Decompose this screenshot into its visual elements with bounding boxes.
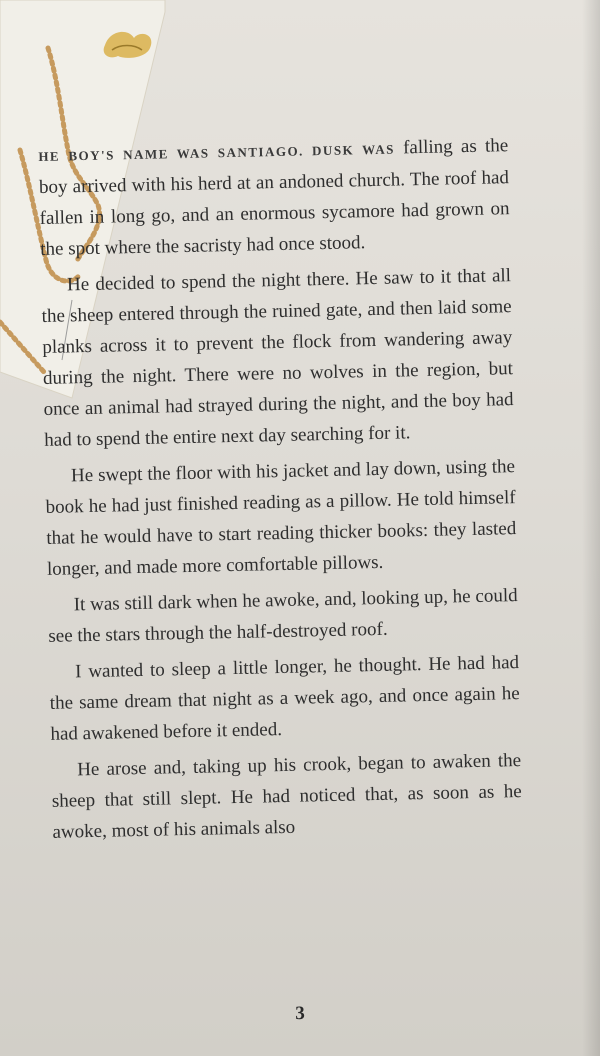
opening-paragraph: [38, 130, 511, 265]
page-number: 3: [295, 1002, 305, 1025]
paragraph: He decided to spend the night there. He saw to it that all the sheep entered through the ruined gate, and then laid some planks across it to prevent the flock from wandering away during the night. There were no wolves in the region, but once an animal had strayed during the night, and the boy had had to spend the entire next day searching for it.: [41, 265, 514, 451]
page-text: [38, 130, 523, 853]
paragraph: It was still dark when he awoke, and, looking up, he could see the stars through the half-destroyed roof.: [48, 585, 518, 647]
paragraph: I wanted to sleep a little longer, he thought. He had had the same dream that night as a week ago, and once again he had awakened before it ended.: [49, 652, 520, 745]
paragraph: He arose and, taking up his crook, began to awaken the sheep that still slept. He had noticed that, as soon as he awoke, most of his animals also: [51, 750, 522, 843]
opening-text: falling as the boy arrived with his herd at an andoned church. The roof had fallen in long go, and an enormous sycamore had grown on the spot where the sacristy had once stood.: [38, 135, 510, 260]
paragraph: He swept the floor with his jacket and lay down, using the book he had just finished reading as a pillow. He told himself that he would have to start reading thicker books: they lasted longer, and made more comfortable pillows.: [45, 456, 517, 580]
opening-small-caps: HE BOY'S NAME WAS SANTIAGO. DUSK WAS: [38, 141, 396, 164]
page-edge-shadow: [582, 0, 600, 1056]
